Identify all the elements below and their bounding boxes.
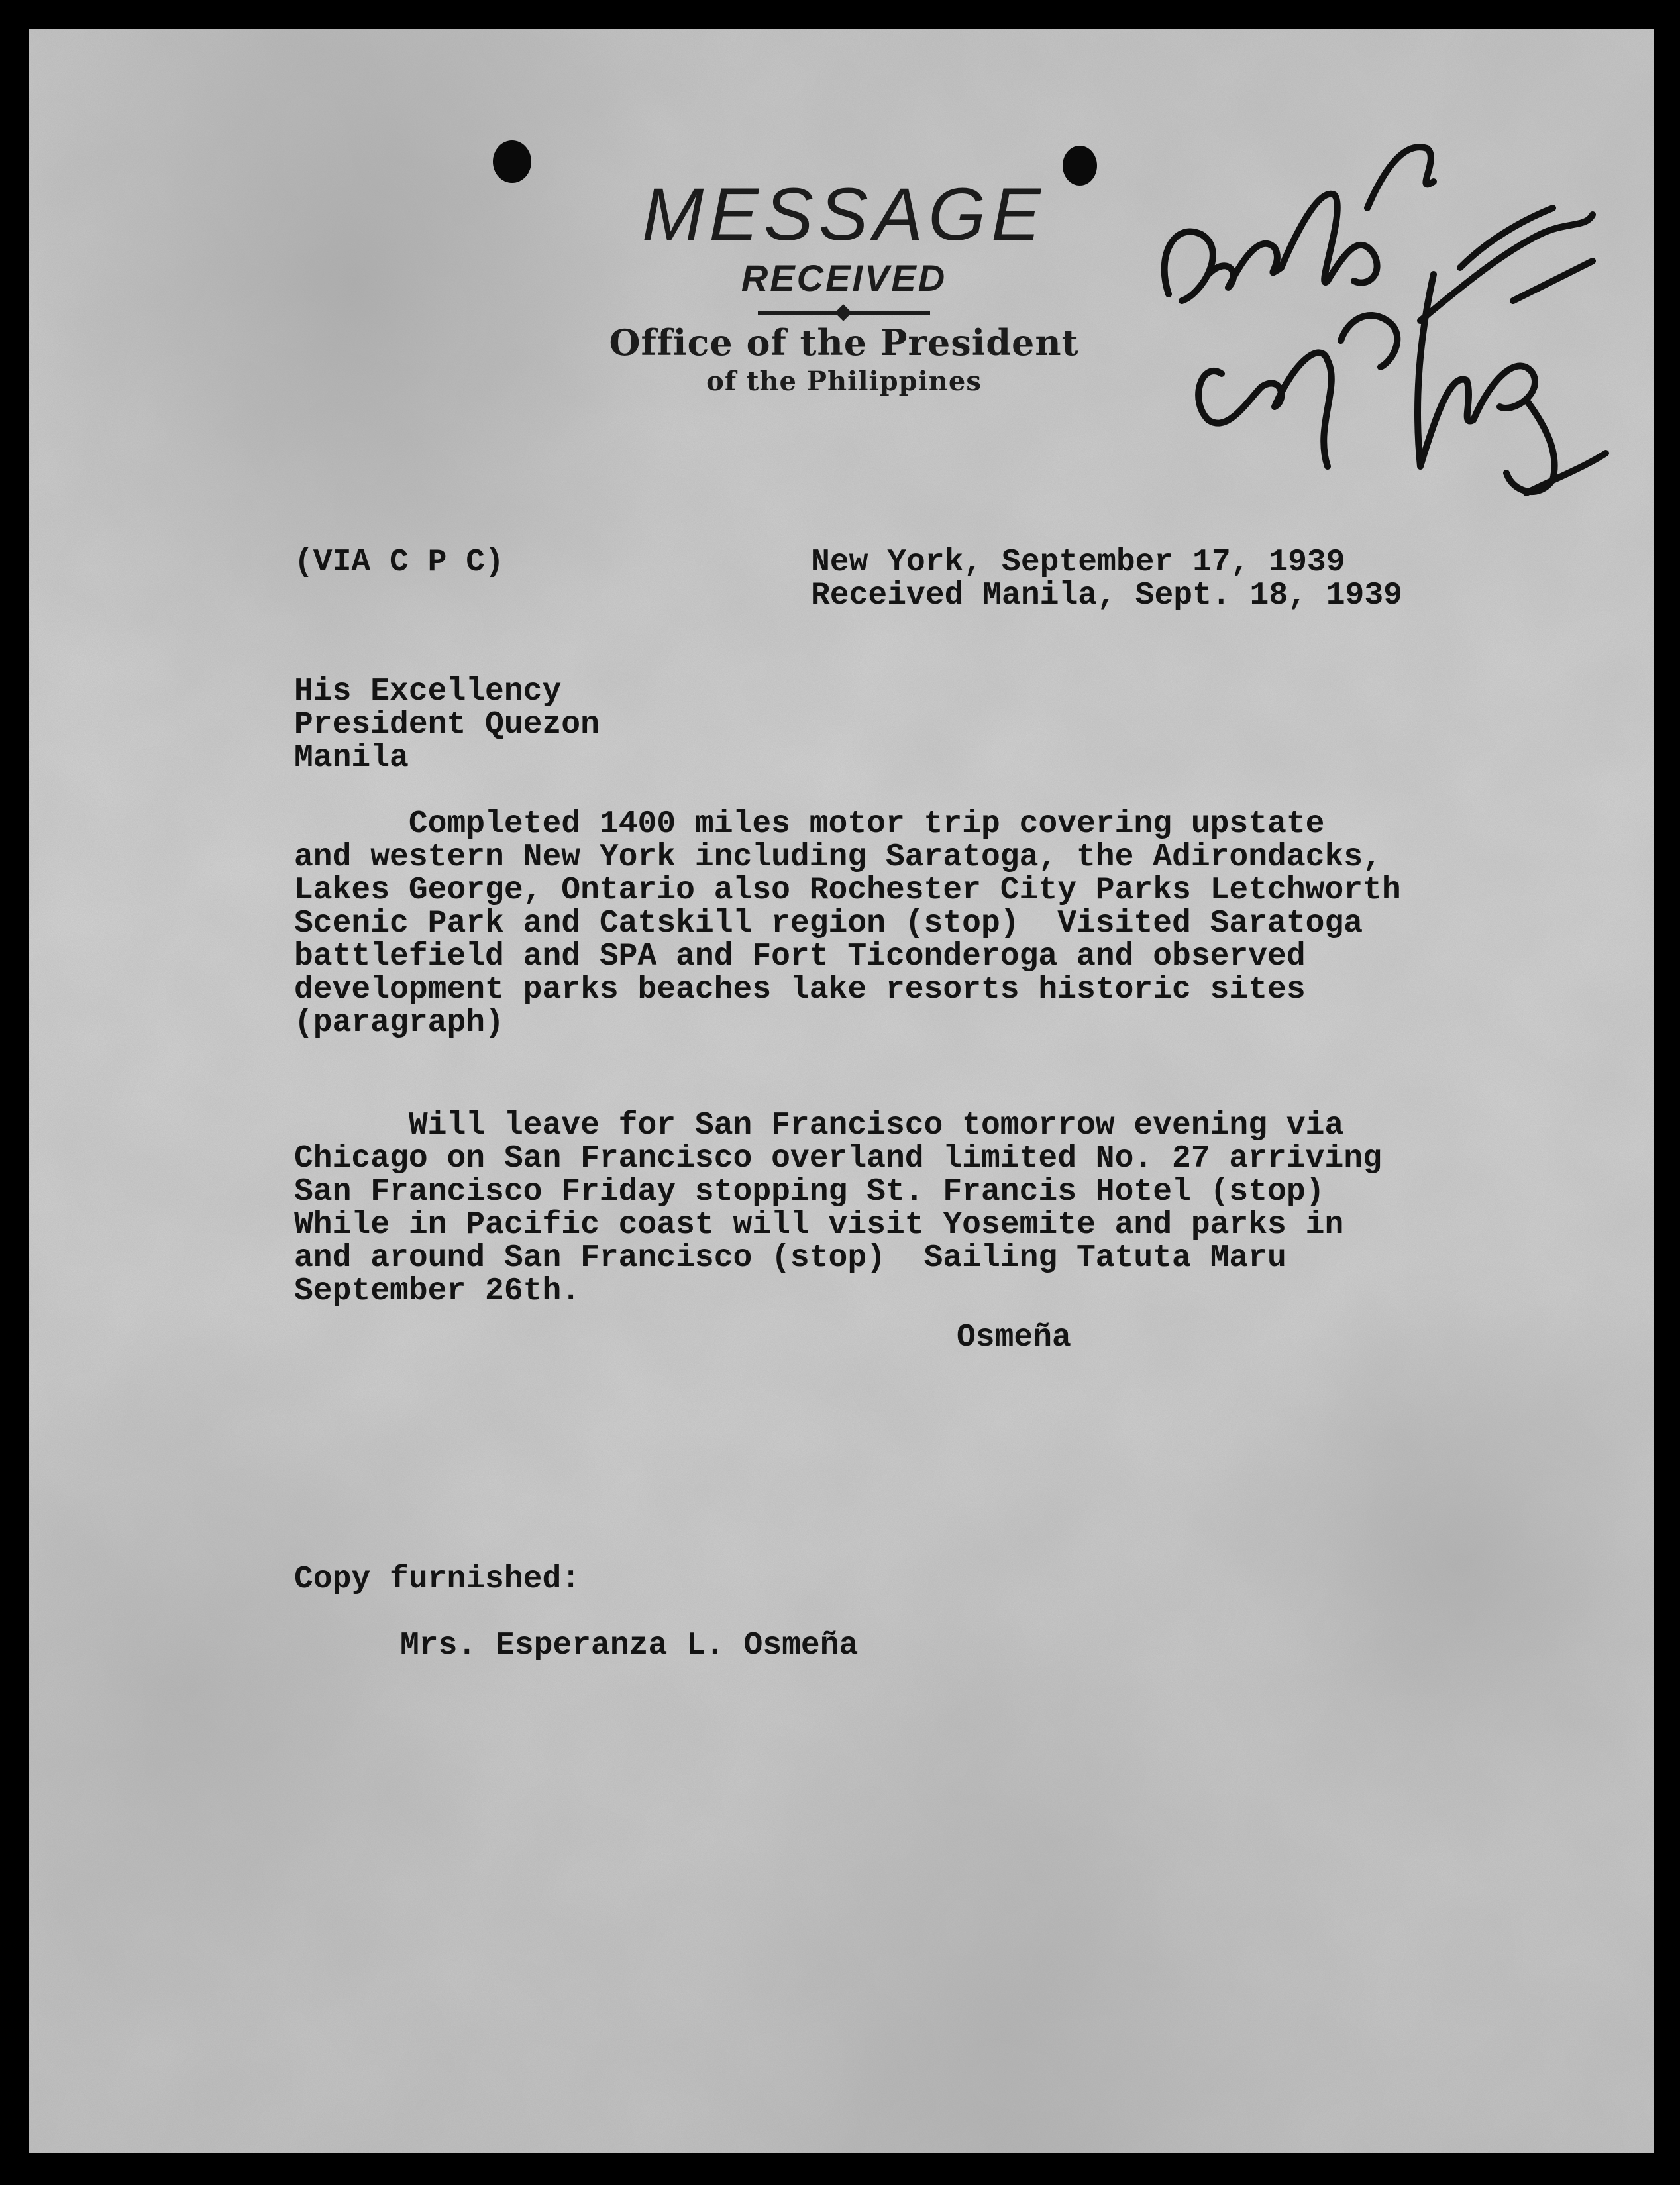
body-paragraph-1 (294, 808, 1401, 1039)
handwritten-annotation-text: Despacy copy to Mrs Osmena (1129, 122, 1137, 123)
signature-name: Osmeña (957, 1320, 1071, 1356)
copy-furnished-recipient: Mrs. Esperanza L. Osmeña (400, 1628, 859, 1664)
letterhead-divider (758, 311, 930, 315)
body-line: (paragraph) (294, 1005, 504, 1041)
letterhead-country: of the Philippines (706, 366, 982, 397)
addressee-line: Manila (294, 740, 409, 776)
transmission-route: (VIA C P C) (294, 545, 504, 580)
body-line: Chicago on San Francisco overland limited No. 27 arriving (294, 1141, 1382, 1177)
body-line: and western New York including Saratoga, the Adirondacks, (294, 839, 1382, 875)
punch-hole-left (493, 140, 531, 183)
body-line: While in Pacific coast will visit Yosemite and parks in (294, 1207, 1344, 1243)
letterhead (546, 175, 1142, 400)
body-line: Lakes George, Ontario also Rochester City Parks Letchworth (294, 873, 1401, 908)
received-date: Received Manila, Sept. 18, 1939 (811, 578, 1402, 613)
body-paragraph-2 (294, 1109, 1382, 1308)
body-line: Will leave for San Francisco tomorrow evening via (294, 1108, 1344, 1144)
copy-furnished-label: Copy furnished: (294, 1562, 581, 1597)
body-line: September 26th. (294, 1273, 581, 1309)
document-page (29, 29, 1654, 2153)
addressee-block (294, 675, 600, 774)
letterhead-subtitle: RECEIVED (741, 257, 947, 299)
letterhead-office: Office of the President (609, 321, 1079, 364)
body-line: San Francisco Friday stopping St. Francis Hotel (stop) (294, 1174, 1325, 1210)
body-line: battlefield and SPA and Fort Ticonderoga and observed (294, 939, 1306, 975)
handwritten-annotation (1129, 122, 1619, 533)
letterhead-title: MESSAGE (642, 173, 1046, 256)
body-line: Scenic Park and Catskill region (stop) Visited Saratoga (294, 906, 1363, 941)
addressee-line: President Quezon (294, 707, 600, 743)
origin-date: New York, September 17, 1939 (811, 545, 1345, 580)
addressee-line: His Excellency (294, 674, 562, 710)
body-line: Completed 1400 miles motor trip covering upstate (294, 806, 1325, 842)
body-line: development parks beaches lake resorts historic sites (294, 972, 1306, 1008)
body-line: and around San Francisco (stop) Sailing Tatuta Maru (294, 1240, 1286, 1276)
